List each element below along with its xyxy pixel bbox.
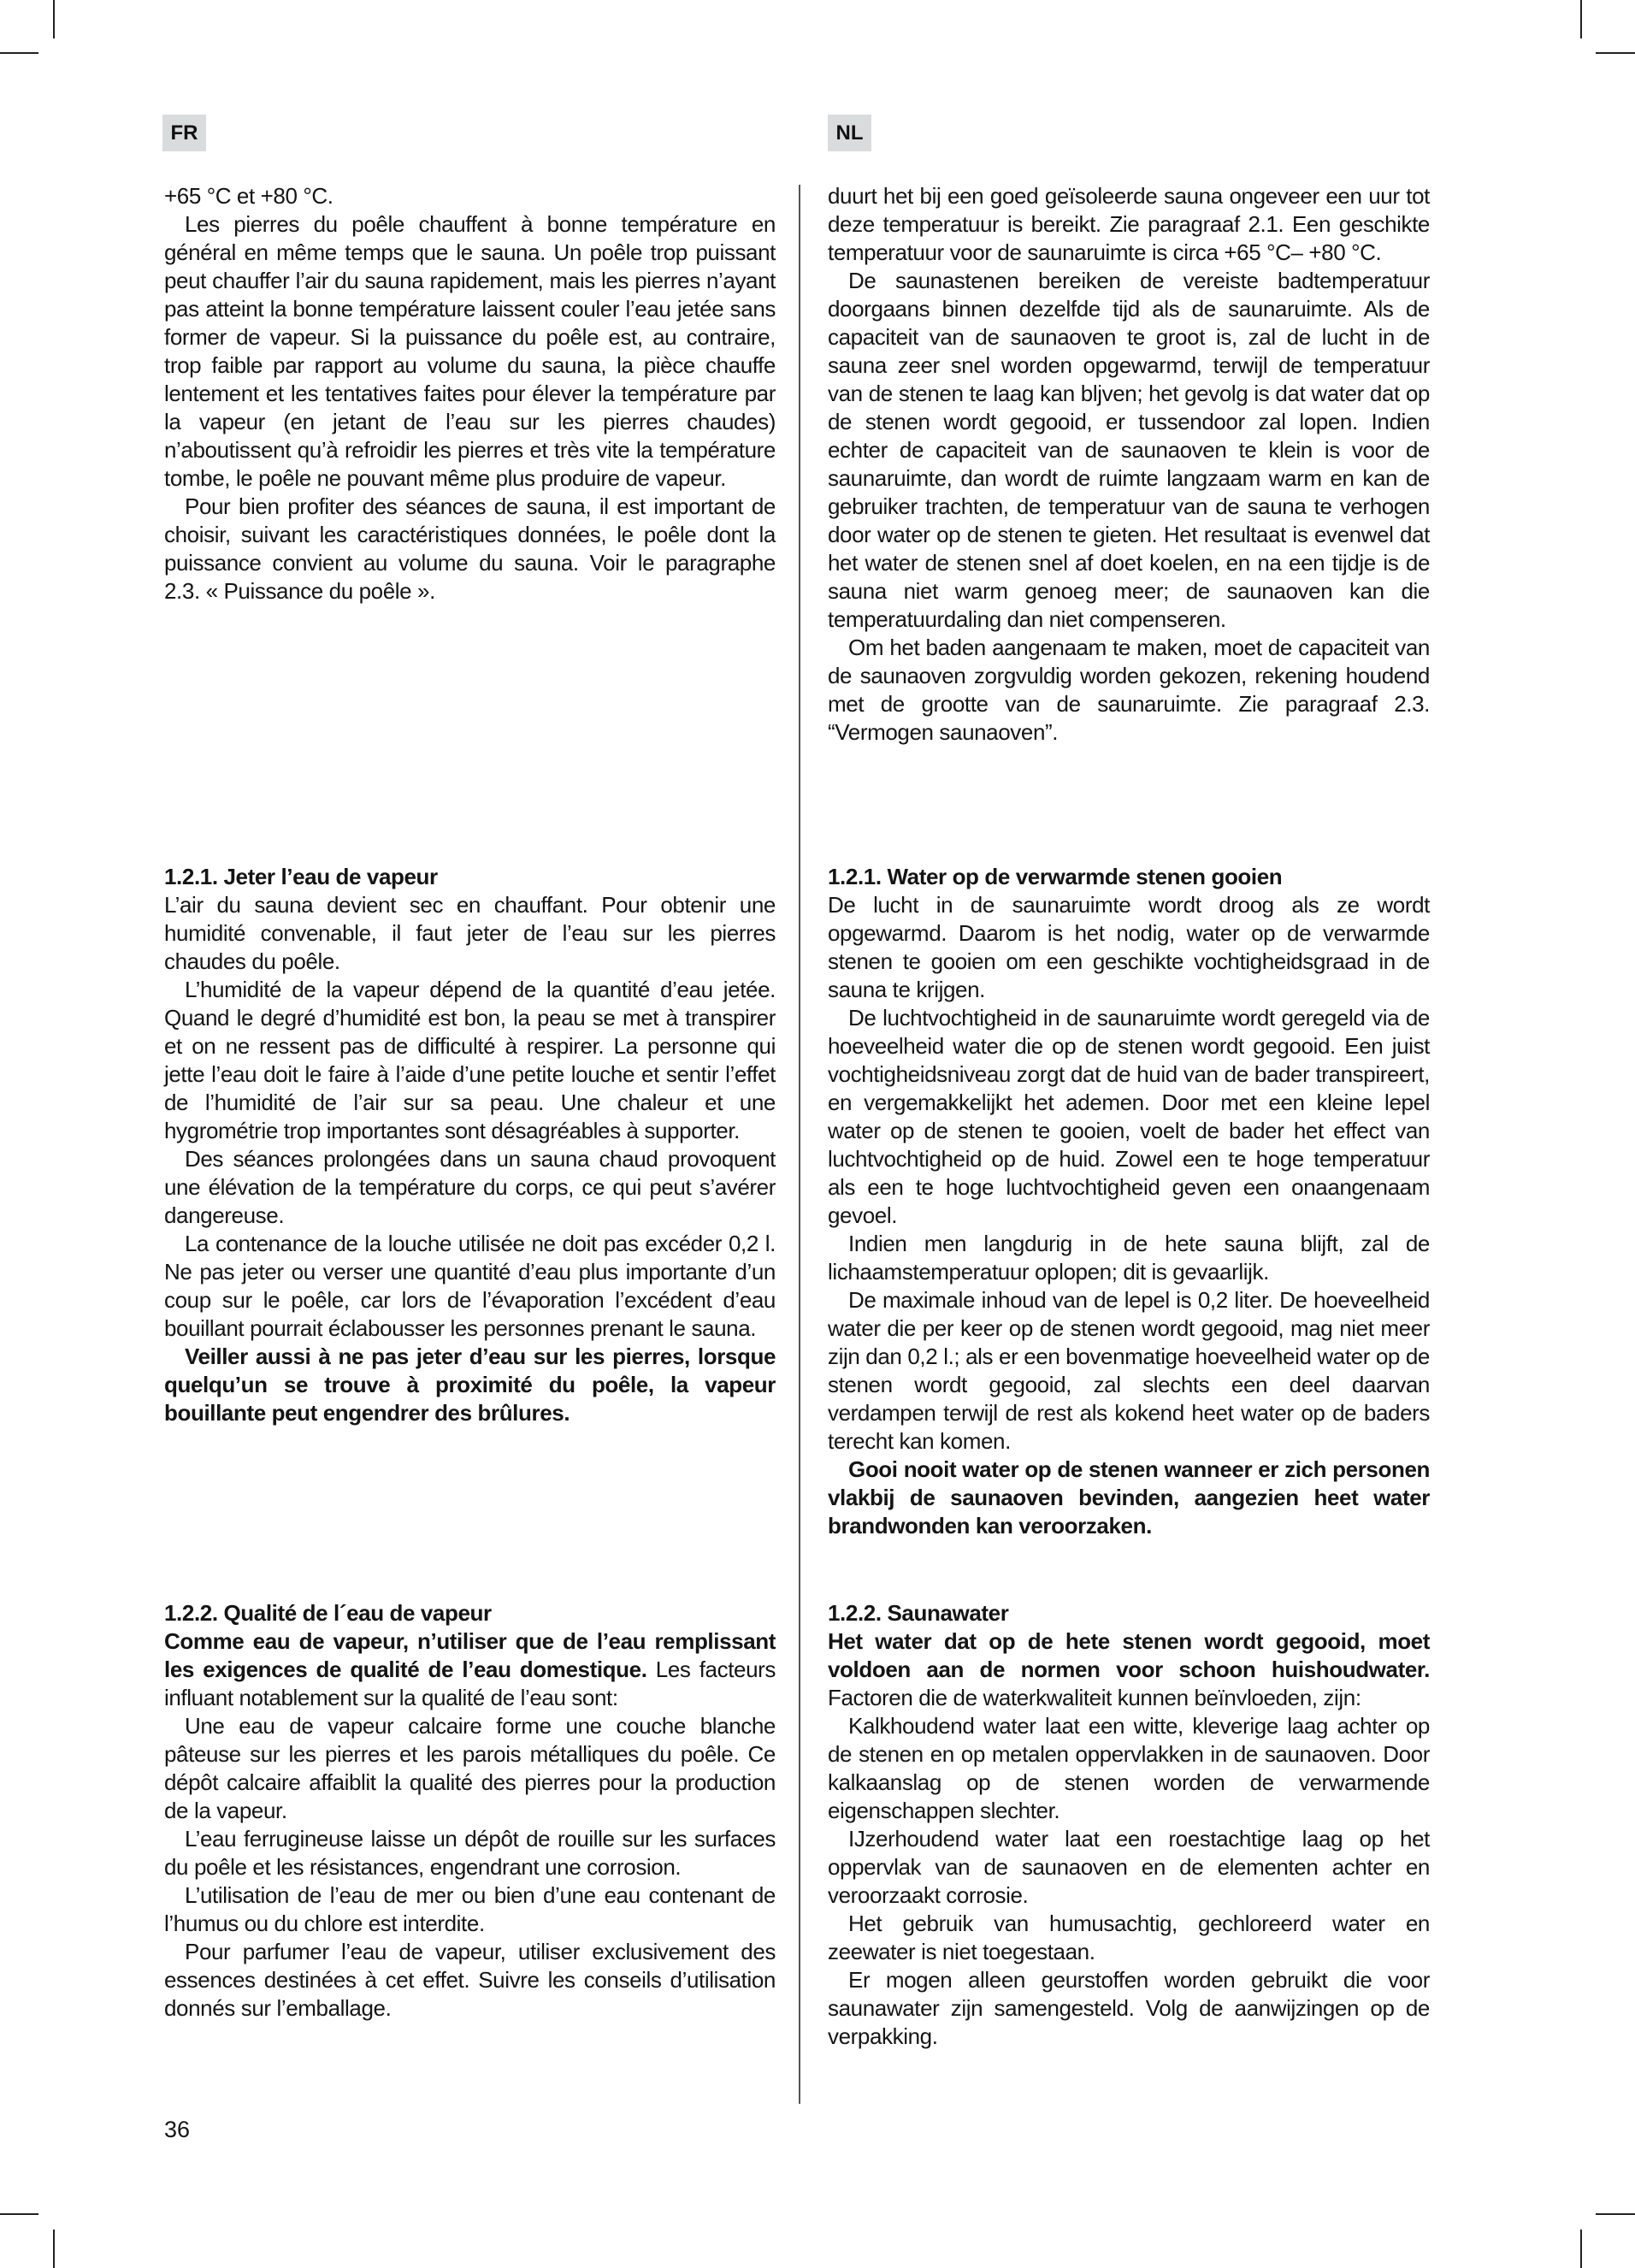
crop-mark [1580, 0, 1582, 38]
paragraph: +65 °C et +80 °C. [164, 183, 333, 209]
section-heading: 1.2.2. Saunawater [828, 1600, 1009, 1626]
paragraph: Indien men langdurig in de hete sauna blijft, zal de lichaamstemperatuur oplopen; dit is gevaarlijk. [828, 1231, 1430, 1285]
body-text: Les facteurs influant notablement sur la qualité de l’eau sont: [164, 1657, 776, 1710]
crop-mark [0, 2213, 38, 2215]
crop-mark [53, 2230, 55, 2268]
paragraph: Les pierres du poêle chauffent à bonne température en général en même temps que le sauna. Un poêle trop puissant peut chauffer l’air du sauna rapidement, mais les pierres n’ayant pas atteint la bonne température laissent couler l’eau jetée sans former de vapeur. Si la puissance du poêle est, au contraire, trop faible par rapport au volume du sauna, la pièce chauffe lentement et les tentatives faites pour élever la température par la vapeur (en jetant de l’eau sur les pierres chaudes) n’aboutissent qu’à refroidir les pierres et très vite la température tombe, le poêle ne pouvant même plus produire de vapeur. [164, 211, 776, 491]
paragraph: IJzerhoudend water laat een roestachtige laag op het oppervlak van de saunaoven en de elementen achter en veroorzaakt corrosie. [828, 1826, 1430, 1908]
paragraph: De lucht in de saunaruimte wordt droog als ze wordt opgewarmd. Daarom is het nodig, water op de verwarmde stenen te gooien om een geschikte vochtigheidsgraad in de sauna te krijgen. [828, 892, 1430, 1002]
nl-section-1-2-2 [828, 1599, 1430, 2051]
paragraph: L’utilisation de l’eau de mer ou bien d’une eau contenant de l’humus ou du chlore est interdite. [164, 1882, 776, 1936]
crop-mark [1596, 52, 1635, 54]
crop-mark [53, 0, 55, 38]
fr-intro [164, 182, 776, 605]
crop-mark [1580, 2230, 1582, 2268]
nl-intro [828, 182, 1430, 747]
paragraph: Het gebruik van humusachtig, gechloreerd water en zeewater is niet toegestaan. [828, 1911, 1430, 1964]
crop-mark [1596, 2213, 1635, 2215]
fr-section-1-2-1 [164, 863, 776, 1427]
paragraph: Pour parfumer l’eau de vapeur, utiliser exclusivement des essences destinées à cet effet. Suivre les conseils d’utilisation donnés sur l’emballage. [164, 1939, 776, 2021]
paragraph: Er mogen alleen geurstoffen worden gebruikt die voor saunawater zijn samengesteld. Volg de aanwijzingen op de verpakking. [828, 1967, 1430, 2049]
paragraph: La contenance de la louche utilisée ne doit pas excéder 0,2 l. Ne pas jeter ou verser une quantité d’eau plus importante d’un coup sur le poêle, car lors de l’évaporation l’excédent d’eau bouillant pourrait éclabousser les personnes prenant le sauna. [164, 1231, 776, 1341]
paragraph: Des séances prolongées dans un sauna chaud provoquent une élévation de la température du corps, ce qui peut s’avérer dangereuse. [164, 1146, 776, 1228]
page-number: 36 [164, 2117, 191, 2142]
paragraph: L’air du sauna devient sec en chauffant. Pour obtenir une humidité convenable, il faut jeter de l’eau sur les pierres chaudes du poêle. [164, 892, 776, 974]
paragraph: Om het baden aangenaam te maken, moet de capaciteit van de saunaoven zorgvuldig worden gekozen, rekening houdend met de grootte van de saunaruimte. Zie paragraaf 2.3. “Vermogen saunaoven”. [828, 635, 1430, 745]
body-text: Factoren die de waterkwaliteit kunnen beïnvloeden, zijn: [828, 1685, 1361, 1710]
paragraph [828, 1627, 1430, 1712]
language-badge-fr: FR [162, 115, 206, 151]
warning-paragraph: Gooi nooit water op de stenen wanneer er zich personen vlakbij de saunaoven bevinden, aangezien heet water brandwonden kan veroorzaken. [828, 1456, 1430, 1539]
warning-paragraph: Veiller aussi à ne pas jeter d’eau sur les pierres, lorsque quelqu’un se trouve à proximité du poêle, la vapeur bouillante peut engendrer des brûlures. [164, 1344, 776, 1426]
paragraph: Kalkhoudend water laat een witte, kleverige laag achter op de stenen en op metalen oppervlakken in de saunaoven. Door kalkaanslag op de stenen worden de verwarmende eigenschappen slechter. [828, 1713, 1430, 1823]
paragraph: Pour bien profiter des séances de sauna, il est important de choisir, suivant les caractéristiques données, le poêle dont la puissance convient au volume du sauna. Voir le paragraphe 2.3. « Puissance du poêle ». [164, 493, 776, 604]
section-heading: 1.2.1. Water op de verwarmde stenen gooien [828, 864, 1283, 889]
paragraph: L’eau ferrugineuse laisse un dépôt de rouille sur les surfaces du poêle et les résistances, engendrant une corrosion. [164, 1826, 776, 1880]
section-heading: 1.2.1. Jeter l’eau de vapeur [164, 864, 438, 889]
paragraph: Une eau de vapeur calcaire forme une couche blanche pâteuse sur les pierres et les parois métalliques du poêle. Ce dépôt calcaire affaiblit la qualité des pierres pour la production de la vapeur. [164, 1713, 776, 1823]
paragraph: De saunastenen bereiken de vereiste badtemperatuur doorgaans binnen dezelfde tijd als de saunaruimte. Als de capaciteit van de saunaoven te groot is, zal de lucht in de sauna zeer snel worden opgewarmd, terwijl de temperatuur van de stenen te laag kan bljven; het gevolg is dat water dat op de stenen wordt gegooid, er tussendoor zal lopen. Indien echter de capaciteit van de saunaoven te klein is voor de saunaruimte, dan wordt de ruimte langzaam warm en kan de gebruiker trachten, de temperatuur van de sauna te verhogen door water op de stenen te gieten. Het resultaat is evenwel dat het water de stenen snel af doet koelen, en na een tijdje is de sauna niet warm genoeg meer; de saunaoven kan die temperatuurdaling dan niet compenseren. [828, 268, 1430, 632]
fr-section-1-2-2 [164, 1599, 776, 2023]
column-divider [799, 185, 800, 2104]
section-heading: 1.2.2. Qualité de l´eau de vapeur [164, 1600, 492, 1626]
paragraph: duurt het bij een goed geïsoleerde sauna ongeveer een uur tot deze temperatuur is bereikt. Zie paragraaf 2.1. Een geschikte temperatuur voor de saunaruimte is circa +65 °C– +80 °C. [828, 183, 1430, 265]
crop-mark [0, 52, 38, 54]
emphasis-text: Het water dat op de hete stenen wordt gegooid, moet voldoen aan de normen voor schoon huishoudwater. [828, 1628, 1430, 1682]
paragraph [164, 1627, 776, 1712]
nl-section-1-2-1 [828, 863, 1430, 1540]
paragraph: L’humidité de la vapeur dépend de la quantité d’eau jetée. Quand le degré d’humidité est bon, la peau se met à transpirer et on ne ressent pas de difficulté à respirer. La personne qui jette l’eau doit le faire à l’aide d’une petite louche et sentir l’effet de l’humidité de l’air sur sa peau. Une chaleur et une hygrométrie trop importantes sont désagréables à supporter. [164, 977, 776, 1143]
paragraph: De maximale inhoud van de lepel is 0,2 liter. De hoeveelheid water die per keer op de stenen wordt gegooid, mag niet meer zijn dan 0,2 l.; als er een bovenmatige hoeveelheid water op de stenen wordt gegooid, zal slechts een deel daarvan verdampen terwijl de rest als kokend heet water op de baders terecht kan komen. [828, 1287, 1430, 1454]
paragraph: De luchtvochtigheid in de saunaruimte wordt geregeld via de hoeveelheid water die op de stenen wordt gegooid. Een juist vochtigheidsniveau zorgt dat de huid van de bader transpireert, en vergemakkelijkt het ademen. Door met een kleine lepel water op de stenen te gooien, voelt de bader het effect van luchtvochtigheid op de huid. Zowel een te hoge temperatuur als een te hoge luchtvochtigheid geven een onaangenaam gevoel. [828, 1005, 1430, 1228]
emphasis-text: Comme eau de vapeur, n’utiliser que de l’eau remplissant les exigences de qualité de l’eau domestique. [164, 1628, 776, 1682]
language-badge-nl: NL [828, 115, 871, 151]
